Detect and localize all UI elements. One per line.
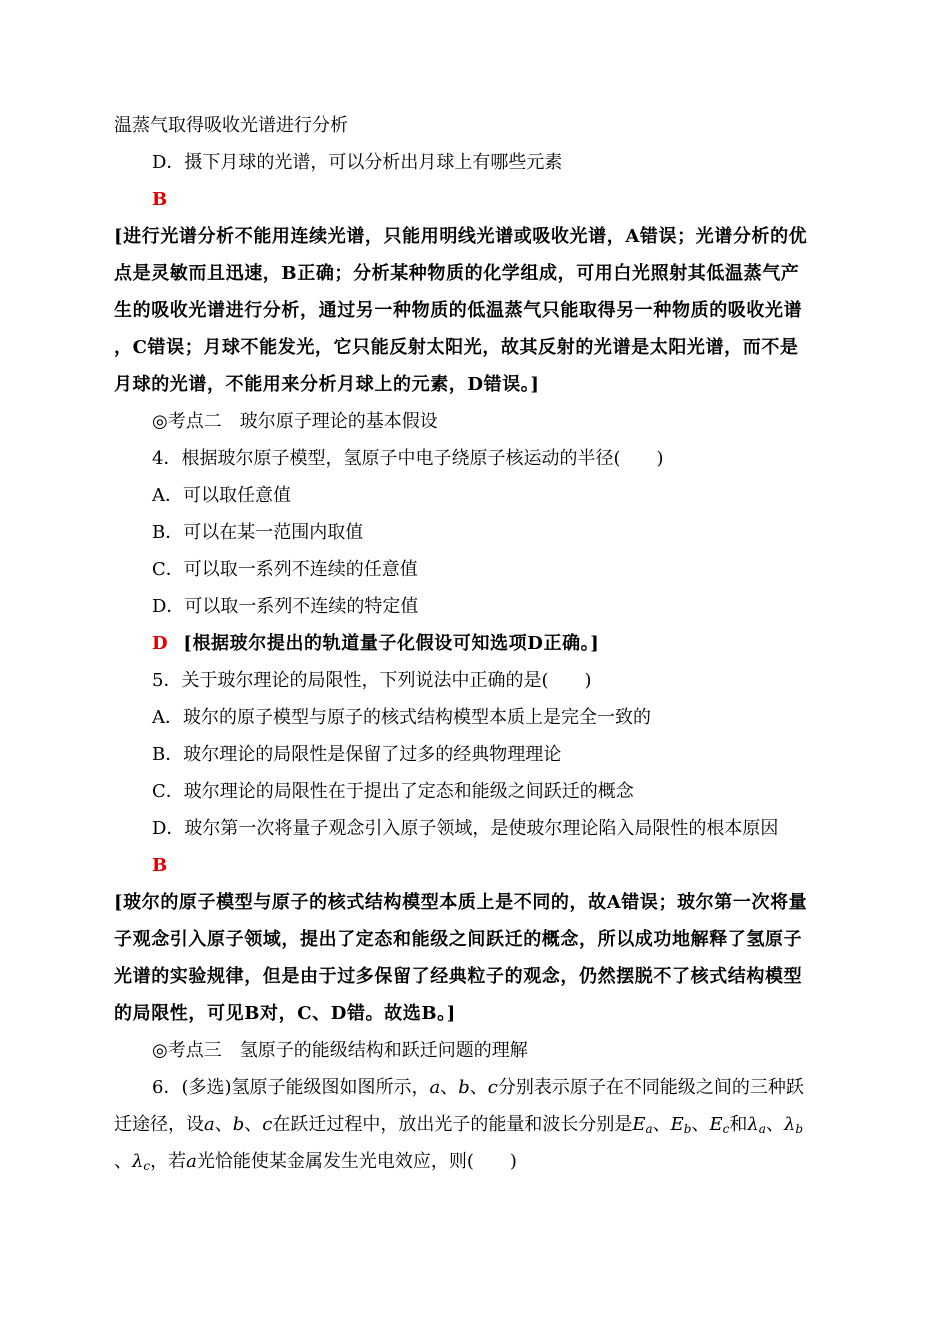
explanation-line: 点是灵敏而且迅速，B正确；分析某种物质的化学组成，可用白光照射其低温蒸气产 xyxy=(114,263,800,284)
option-a: A．玻尔的原子模型与原子的核式结构模型本质上是完全一致的 xyxy=(152,707,651,728)
explanation-line: 生的吸收光谱进行分析，通过另一种物质的低温蒸气只能取得另一种物质的吸收光谱 xyxy=(114,300,803,321)
question-4: 4．根据玻尔原子模型，氢原子中电子绕原子核运动的半径( ) xyxy=(152,448,664,469)
option-b: B．玻尔理论的局限性是保留了过多的经典物理理论 xyxy=(152,744,562,765)
explanation-line: 光谱的实验规律，但是由于过多保留了经典粒子的观念，仍然摆脱不了核式结构模型 xyxy=(114,966,803,987)
explanation-line: ，C错误；月球不能发光，它只能反射太阳光，故其反射的光谱是太阳光谱，而不是 xyxy=(114,337,799,358)
option-d: D．玻尔第一次将量子观念引入原子领域，是使玻尔理论陷入局限性的根本原因 xyxy=(152,818,779,839)
question-6-line-1: 6．(多选)氢原子能级图如图所示，a、b、c分别表示原子在不同能级之间的三种跃 xyxy=(152,1077,804,1098)
section-heading: ◎考点三 氢原子的能级结构和跃迁问题的理解 xyxy=(152,1040,528,1061)
option-c: C．可以取一系列不连续的任意值 xyxy=(152,559,418,580)
option-a: A．可以取任意值 xyxy=(152,485,291,506)
explanation-line: 子观念引入原子领域，提出了定态和能级之间跃迁的概念，所以成功地解释了氢原子 xyxy=(114,929,803,950)
text-line: 温蒸气取得吸收光谱进行分析 xyxy=(114,115,348,136)
answer-label: D xyxy=(152,633,168,654)
section-heading: ◎考点二 玻尔原子理论的基本假设 xyxy=(152,411,438,432)
question-5: 5．关于玻尔理论的局限性，下列说法中正确的是( ) xyxy=(152,670,592,691)
answer-line xyxy=(152,632,844,656)
option-d: D．可以取一系列不连续的特定值 xyxy=(152,596,419,617)
answer-label: B xyxy=(152,189,168,210)
option-b: B．可以在某一范围内取值 xyxy=(152,522,364,543)
option-d: D．摄下月球的光谱，可以分析出月球上有哪些元素 xyxy=(152,152,563,173)
explanation-line: 月球的光谱，不能用来分析月球上的元素，D错误。] xyxy=(114,374,540,395)
answer-label: B xyxy=(152,855,168,876)
option-c: C．玻尔理论的局限性在于提出了定态和能级之间跃迁的概念 xyxy=(152,781,634,802)
explanation-text: [根据玻尔提出的轨道量子化假设可知选项D正确。] xyxy=(183,633,600,654)
explanation-line: [进行光谱分析不能用连续光谱，只能用明线光谱或吸收光谱，A错误；光谱分析的优 xyxy=(114,226,808,247)
question-6-line-3: 、$\lambda_c$，若a光恰能使某金属发生光电效应，则( ) xyxy=(114,1151,517,1173)
explanation-line: [玻尔的原子模型与原子的核式结构模型本质上是不同的，故A错误；玻尔第一次将量 xyxy=(114,892,808,913)
explanation-line: 的局限性，可见B对，C、D错。故选B。] xyxy=(114,1003,456,1024)
question-6-line-2: 迁途径，设a、b、c在跃迁过程中，放出光子的能量和波长分别是$E_a$、$E_b$、$E_c$和$\lambda_a$、$\lambda_b$ xyxy=(114,1114,804,1136)
